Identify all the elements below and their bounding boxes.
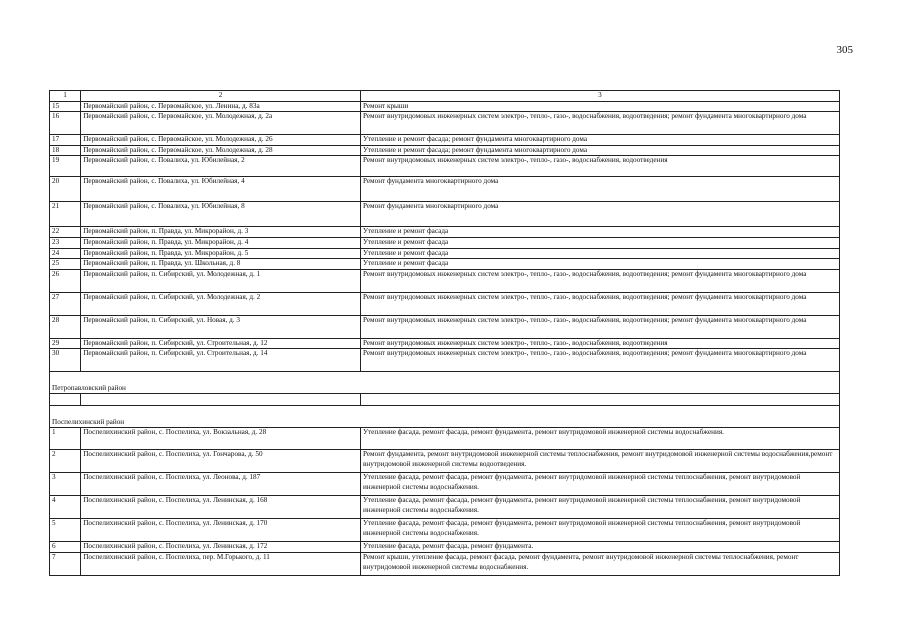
row-work: Ремонт внутридомовых инженерных систем электро-, тепло-, газо-, водоснабжения, водоотведения; ремонт фундамента многоквартирного дома	[360, 269, 839, 292]
table-row	[50, 542, 840, 553]
row-address: Первомайский район, п. Правда, ул. Микрорайон, д. 5	[81, 248, 361, 259]
row-work: Утепление фасада, ремонт фасада, ремонт фундамента, ремонт внутридомовой инженерной системы теплоснабжения, ремонт внутридомовой инженерной системы водоснабжения.	[360, 519, 839, 542]
row-address: Первомайский район, п. Сибирский, ул. Новая, д. 3	[81, 315, 361, 338]
row-number: 24	[50, 248, 81, 259]
row-number: 1	[50, 428, 81, 450]
row-work: Ремонт внутридомовых инженерных систем электро-, тепло-, газо-, водоснабжения, водоотведения; ремонт фундамента многоквартирного дома	[360, 349, 839, 372]
row-address: Поспелихинский район, с. Поспелиха, ул. Ленинская, д. 168	[81, 496, 361, 519]
row-work: Ремонт фундамента многоквартирного дома	[360, 202, 839, 227]
row-address: Первомайский район, с. Первомайское, ул. Ленина, д. 83а	[81, 101, 361, 112]
row-work: Ремонт фундамента многоквартирного дома	[360, 177, 839, 202]
table-header-row	[50, 91, 840, 102]
row-work: Ремонт фундамента, ремонт внутридомовой инженерной системы теплоснабжения, ремонт внутридомовой инженерной системы водоснабжения,ремонт внутридомовой инженерной системы водоотведения.	[360, 450, 839, 473]
table-row	[50, 315, 840, 338]
table-row	[50, 473, 840, 496]
row-number: 5	[50, 519, 81, 542]
row-number: 7	[50, 552, 81, 575]
row-number: 25	[50, 259, 81, 270]
table-row	[50, 292, 840, 315]
row-address: Первомайский район, п. Сибирский, ул. Строительная, д. 14	[81, 349, 361, 372]
row-address: Поспелихинский район, с. Поспелиха, пер. М.Горького, д. 11	[81, 552, 361, 575]
row-address: Первомайский район, п. Правда, ул. Микрорайон, д. 4	[81, 237, 361, 248]
table-row	[50, 135, 840, 146]
row-address: Поспелихинский район, с. Поспелиха, ул. Леонова, д. 187	[81, 473, 361, 496]
row-work: Утепление и ремонт фасада	[360, 237, 839, 248]
table-row	[50, 237, 840, 248]
table-row	[50, 202, 840, 227]
section-title: Поспелихинский район	[50, 406, 840, 428]
row-number: 18	[50, 145, 81, 156]
table-row	[50, 112, 840, 135]
section-title: Петропавловский район	[50, 372, 840, 394]
row-work: Ремонт крыши	[360, 101, 839, 112]
table-row	[50, 428, 840, 450]
table-row	[50, 156, 840, 177]
row-address: Первомайский район, с. Повалиха, ул. Юбилейная, 4	[81, 177, 361, 202]
row-address: Первомайский район, с. Первомайское, ул. Молодежная, д. 26	[81, 135, 361, 146]
table-row	[50, 349, 840, 372]
table-row	[50, 145, 840, 156]
row-work: Утепление и ремонт фасада	[360, 259, 839, 270]
row-number: 22	[50, 227, 81, 238]
row-work: Ремонт внутридомовых инженерных систем электро-, тепло-, газо-, водоснабжения, водоотведения; ремонт фундамента многоквартирного дома	[360, 292, 839, 315]
row-address: Первомайский район, п. Сибирский, ул. Молодежная, д. 1	[81, 269, 361, 292]
row-number: 3	[50, 473, 81, 496]
table-row	[50, 519, 840, 542]
row-address: Первомайский район, п. Правда, ул. Школьная, д. 8	[81, 259, 361, 270]
row-work: Утепление и ремонт фасада; ремонт фундамента многоквартирного дома	[360, 145, 839, 156]
header-cell-1: 1	[50, 91, 81, 102]
row-work: Утепление фасада, ремонт фасада, ремонт фундамента, ремонт внутридомовой инженерной системы теплоснабжения, ремонт внутридомовой инженерной системы водоснабжения.	[360, 473, 839, 496]
row-work: Ремонт внутридомовых инженерных систем электро-, тепло-, газо-, водоснабжения, водоотведения	[360, 338, 839, 349]
row-number: 23	[50, 237, 81, 248]
row-number: 16	[50, 112, 81, 135]
row-work: Утепление фасада, ремонт фасада, ремонт фундамента, ремонт внутридомовой инженерной системы теплоснабжения, ремонт внутридомовой инженерной системы водоснабжения.	[360, 496, 839, 519]
row-work: Ремонт внутридомовых инженерных систем электро-, тепло-, газо-, водоснабжения, водоотведения; ремонт фундамента многоквартирного дома	[360, 112, 839, 135]
empty-row	[50, 394, 840, 406]
row-address: Поспелихинский район, с. Поспелиха, ул. Ленинская, д. 170	[81, 519, 361, 542]
table-row	[50, 269, 840, 292]
table-row	[50, 248, 840, 259]
section-row	[50, 406, 840, 428]
row-address: Поспелихинский район, с. Поспелиха, ул. Вокзальная, д. 28	[81, 428, 361, 450]
row-number: 6	[50, 542, 81, 553]
row-address: Первомайский район, п. Сибирский, ул. Строительная, д. 12	[81, 338, 361, 349]
table-row	[50, 450, 840, 473]
header-cell-3: 3	[360, 91, 839, 102]
row-number: 2	[50, 450, 81, 473]
row-work: Ремонт крыши, утепление фасада, ремонт фасада, ремонт фундамента, ремонт внутридомовой инженерной системы теплоснабжения, ремонт внутридомовой инженерной системы водоснабжения.	[360, 552, 839, 575]
row-number: 4	[50, 496, 81, 519]
row-number: 15	[50, 101, 81, 112]
row-number: 28	[50, 315, 81, 338]
row-work: Утепление фасада, ремонт фасада, ремонт фундамента, ремонт внутридомовой инженерной системы водоснабжения.	[360, 428, 839, 450]
row-address: Первомайский район, с. Первомайское, ул. Молодежная, д. 28	[81, 145, 361, 156]
row-address: Поспелихинский район, с. Поспелиха, ул. Ленинская, д. 172	[81, 542, 361, 553]
row-number: 21	[50, 202, 81, 227]
row-number: 27	[50, 292, 81, 315]
row-address: Поспелихинский район, с. Поспелиха, ул. Гончарова, д. 50	[81, 450, 361, 473]
table-row	[50, 259, 840, 270]
header-cell-2: 2	[81, 91, 361, 102]
row-work: Утепление и ремонт фасада; ремонт фундамента многоквартирного дома	[360, 135, 839, 146]
table-row	[50, 552, 840, 575]
row-address: Первомайский район, с. Повалиха, ул. Юбилейная, 2	[81, 156, 361, 177]
table-row	[50, 177, 840, 202]
table-row	[50, 338, 840, 349]
row-address: Первомайский район, с. Первомайское, ул. Молодежная, д. 2а	[81, 112, 361, 135]
works-table	[49, 90, 840, 576]
row-work: Утепление и ремонт фасада	[360, 248, 839, 259]
row-address: Первомайский район, п. Сибирский, ул. Молодежная, д. 2	[81, 292, 361, 315]
row-work: Утепление и ремонт фасада	[360, 227, 839, 238]
section-row	[50, 372, 840, 394]
row-work: Ремонт внутридомовых инженерных систем электро-, тепло-, газо-, водоснабжения, водоотведения; ремонт фундамента многоквартирного дома	[360, 315, 839, 338]
row-number: 20	[50, 177, 81, 202]
row-work: Ремонт внутридомовых инженерных систем электро-, тепло-, газо-, водоснабжения, водоотведения	[360, 156, 839, 177]
row-number: 29	[50, 338, 81, 349]
table-row	[50, 496, 840, 519]
row-address: Первомайский район, с. Повалиха, ул. Юбилейная, 8	[81, 202, 361, 227]
row-number: 26	[50, 269, 81, 292]
row-number: 17	[50, 135, 81, 146]
table-row	[50, 227, 840, 238]
table-row	[50, 101, 840, 112]
row-number: 30	[50, 349, 81, 372]
row-number: 19	[50, 156, 81, 177]
row-address: Первомайский район, п. Правда, ул. Микрорайон, д. 3	[81, 227, 361, 238]
row-work: Утепление фасада, ремонт фасада, ремонт фундамента.	[360, 542, 839, 553]
page-number: 305	[836, 44, 853, 56]
